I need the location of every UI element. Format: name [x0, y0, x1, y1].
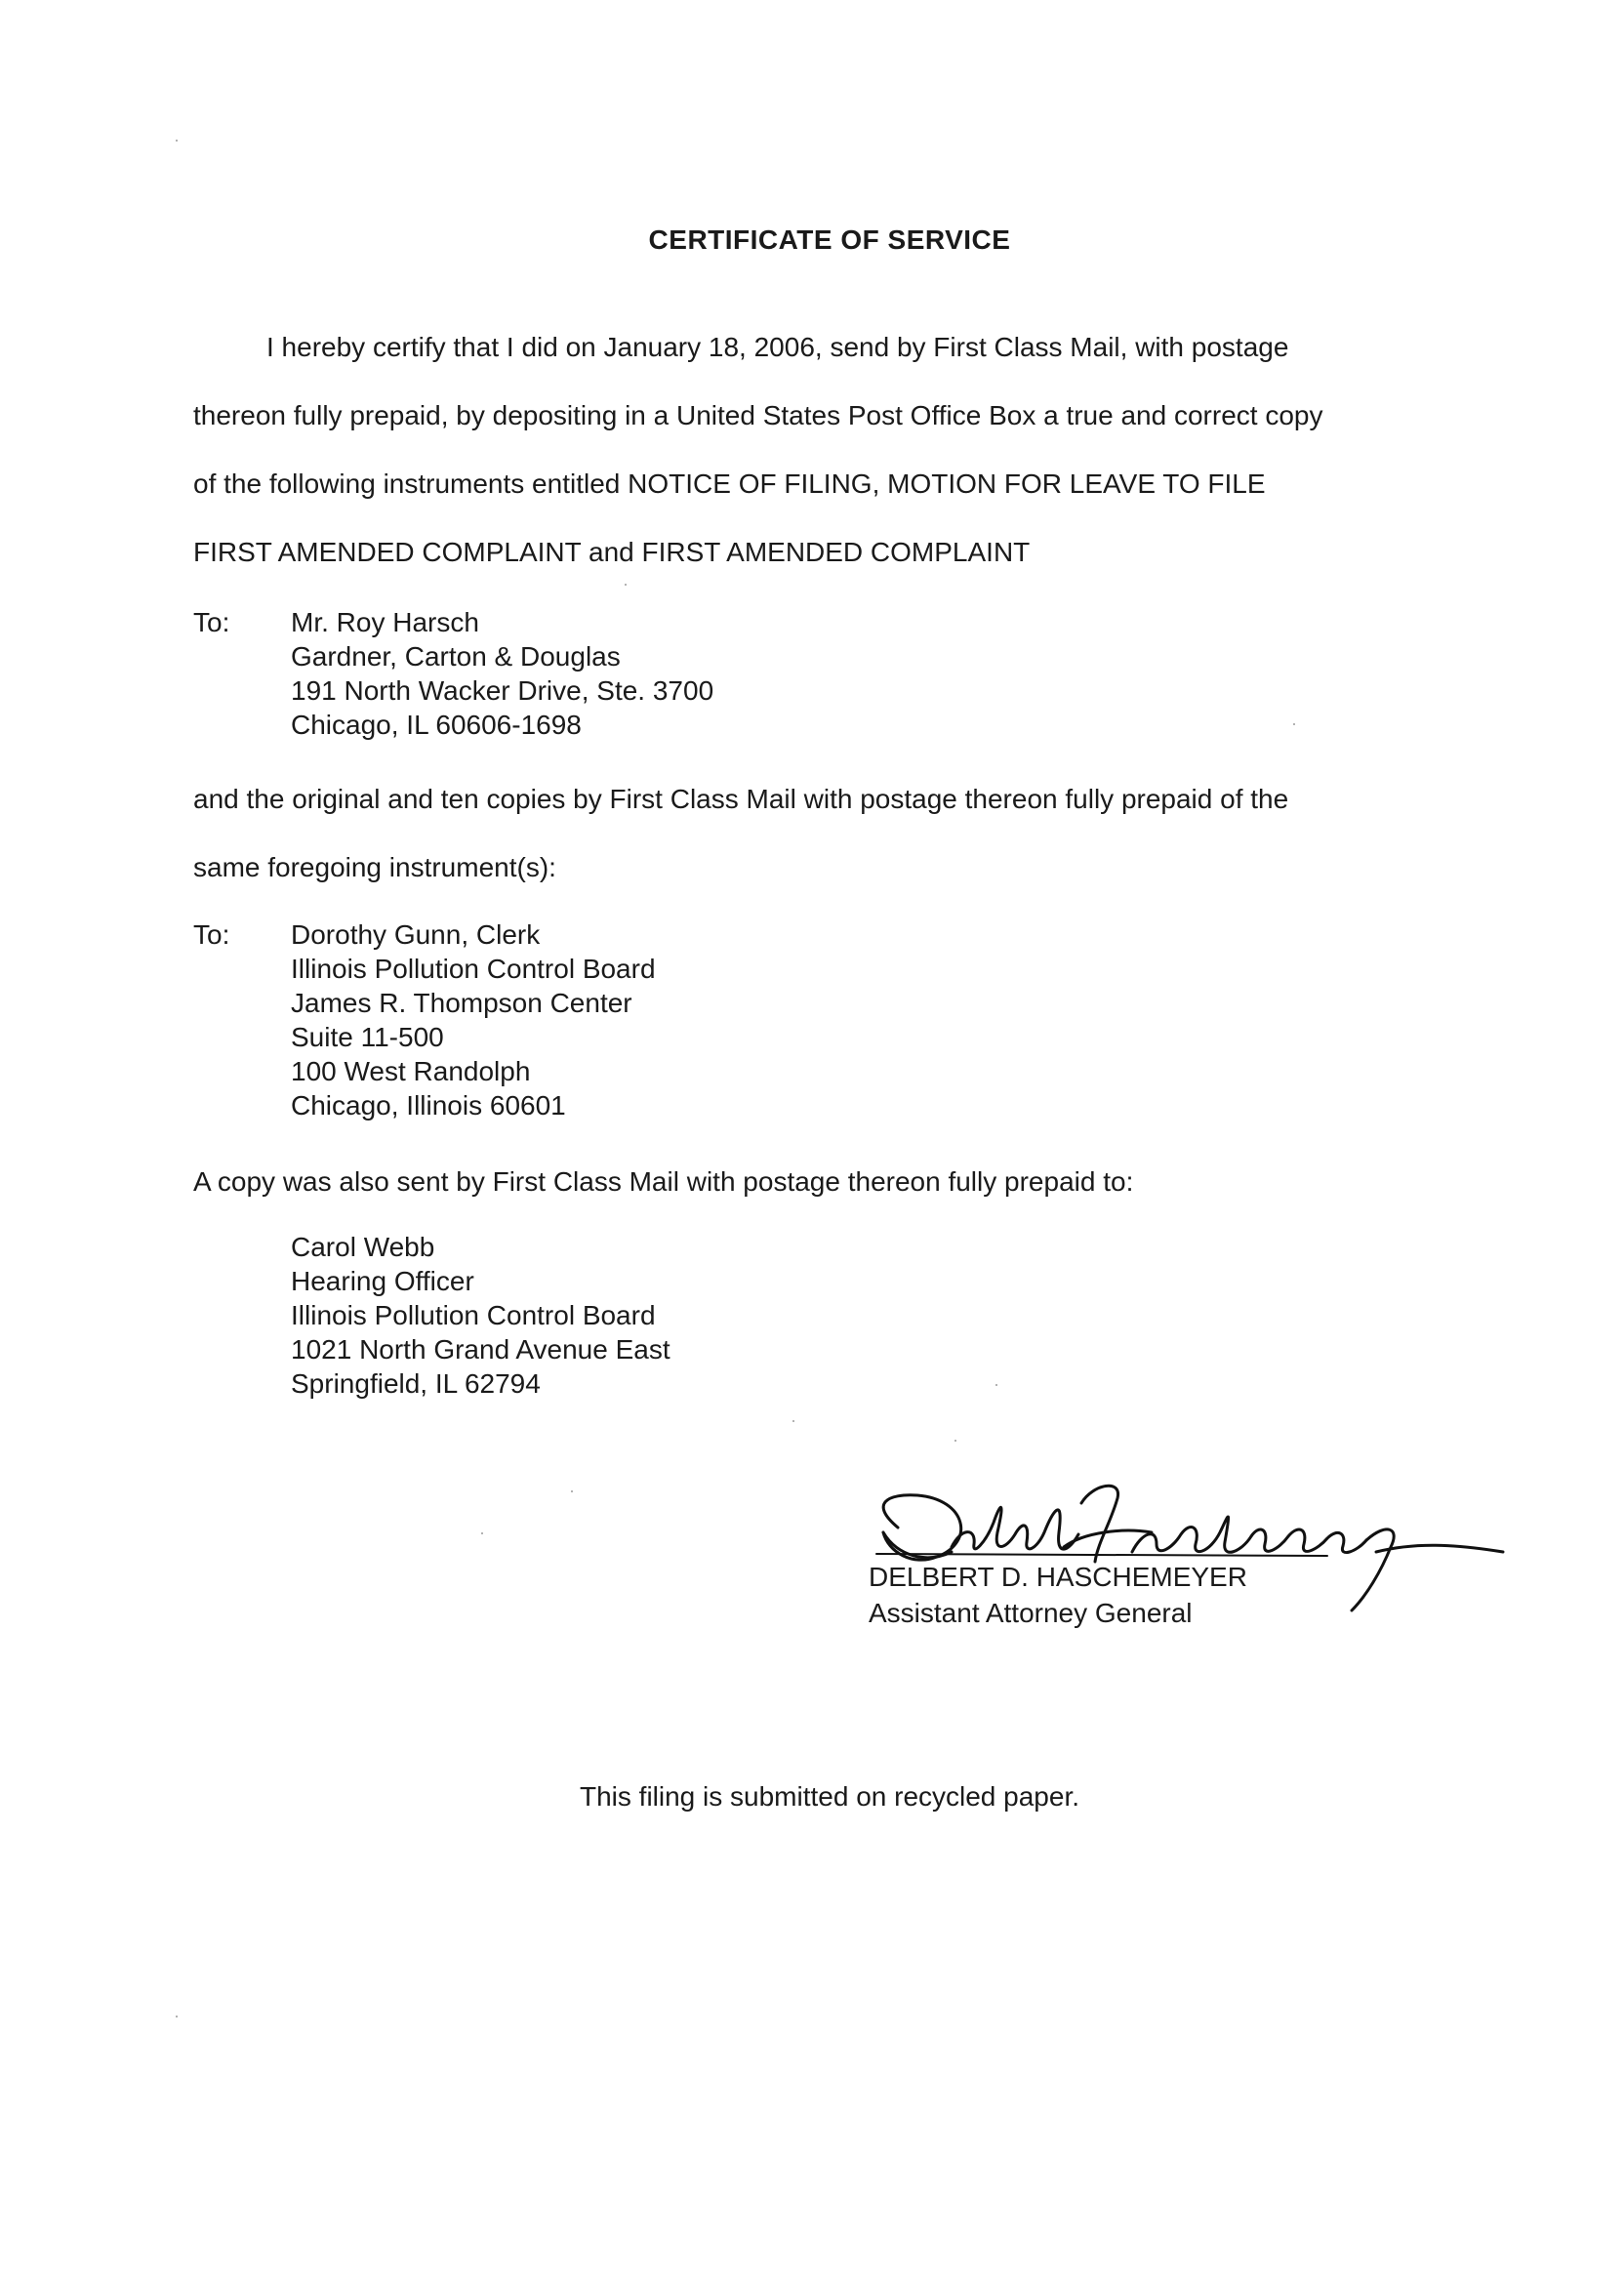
address-line: Chicago, IL 60606-1698	[291, 710, 582, 740]
recipient1-address	[291, 605, 713, 742]
address-line: Illinois Pollution Control Board	[291, 954, 656, 984]
signer-title: Assistant Attorney General	[869, 1598, 1193, 1628]
address-line: 1021 North Grand Avenue East	[291, 1334, 670, 1365]
scan-speck	[481, 1532, 483, 1534]
scan-speck	[625, 584, 627, 586]
scan-speck	[176, 2016, 178, 2017]
address-line: Suite 11-500	[291, 1022, 444, 1052]
scan-speck	[176, 140, 178, 142]
paragraph1-line-3: of the following instruments entitled NOTICE OF FILING, MOTION FOR LEAVE TO FILE	[193, 469, 1266, 499]
signature-block	[859, 1474, 1522, 1669]
paragraph1-line-1: I hereby certify that I did on January 18, 2006, send by First Class Mail, with postage	[266, 332, 1289, 362]
paragraph2-line-1: and the original and ten copies by First Class Mail with postage thereon fully prepaid of the	[193, 784, 1289, 814]
address-line: 191 North Wacker Drive, Ste. 3700	[291, 675, 714, 706]
address-line: Springfield, IL 62794	[291, 1368, 541, 1399]
paragraph3: A copy was also sent by First Class Mail with postage thereon fully prepaid to:	[193, 1166, 1134, 1197]
address-line: Dorothy Gunn, Clerk	[291, 919, 541, 950]
scan-speck	[1293, 723, 1295, 725]
recycled-paper-note: This filing is submitted on recycled paper.	[579, 1781, 1080, 1812]
recipient3-address	[291, 1230, 670, 1401]
recipient1-to-label: To:	[193, 607, 230, 637]
recipient2-to-label: To:	[193, 919, 230, 950]
address-line: Mr. Roy Harsch	[291, 607, 479, 637]
address-line: Hearing Officer	[291, 1266, 474, 1296]
address-line: Illinois Pollution Control Board	[291, 1300, 656, 1330]
address-line: Chicago, Illinois 60601	[291, 1090, 566, 1121]
paragraph1-line-4: FIRST AMENDED COMPLAINT and FIRST AMENDED COMPLAINT	[193, 537, 1031, 567]
address-line: Gardner, Carton & Douglas	[291, 641, 621, 672]
paragraph2-line-2: same foregoing instrument(s):	[193, 852, 556, 882]
document-title: CERTIFICATE OF SERVICE	[648, 224, 1011, 255]
scan-speck	[995, 1384, 997, 1386]
scan-speck	[792, 1420, 794, 1422]
recipient2-address	[291, 917, 656, 1122]
paragraph1-line-2: thereon fully prepaid, by depositing in a United States Post Office Box a true and correct copy	[193, 400, 1323, 430]
signer-name: DELBERT D. HASCHEMEYER	[869, 1562, 1247, 1592]
address-line: James R. Thompson Center	[291, 988, 632, 1018]
address-line: 100 West Randolph	[291, 1056, 531, 1086]
address-line: Carol Webb	[291, 1232, 435, 1262]
scan-speck	[571, 1490, 573, 1492]
scan-speck	[954, 1440, 956, 1442]
